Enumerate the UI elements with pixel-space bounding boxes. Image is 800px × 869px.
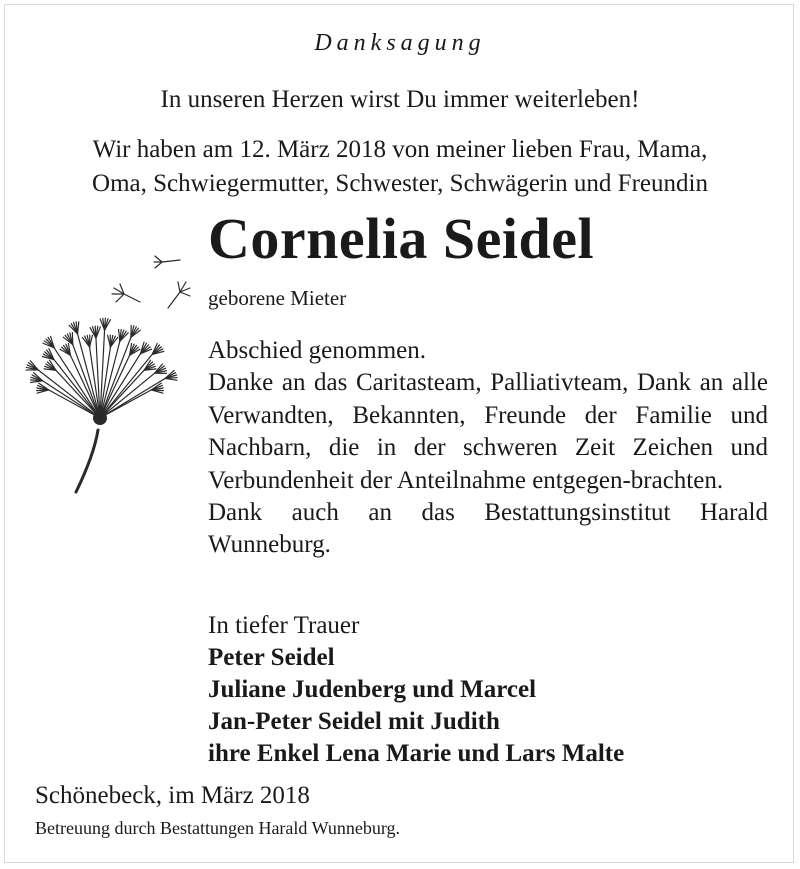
thanks-paragraph-2: Dank auch an das Bestattungsinstitut Harald Wunneburg.: [208, 499, 768, 559]
intro-line-1: Wir haben am 12. März 2018 von meiner lieben Frau, Mama,: [92, 136, 708, 163]
mourner-name: Peter Seidel: [208, 644, 335, 671]
mourner-name: ihre Enkel Lena Marie und Lars Malte: [208, 740, 625, 767]
farewell-line: Abschied genommen.: [208, 337, 427, 364]
notice-heading: Danksagung: [314, 30, 486, 56]
maiden-name: geborene Mieter: [208, 286, 347, 310]
mourner-name: Juliane Judenberg und Marcel: [208, 676, 537, 703]
deceased-name: Cornelia Seidel: [208, 206, 595, 271]
undertaker-credit: Betreuung durch Bestattungen Harald Wunneburg.: [35, 818, 401, 838]
intro-line-2: Oma, Schwiegermutter, Schwester, Schwägerin und Freundin: [92, 170, 708, 197]
tagline: In unseren Herzen wirst Du immer weiterleben!: [160, 86, 640, 113]
signers-block: [208, 610, 624, 770]
thanks-text: [208, 335, 768, 562]
mourner-name: Jan-Peter Seidel mit Judith: [208, 708, 500, 735]
thanks-paragraph-1: Danke an das Caritasteam, Palliativteam, Dank an alle Verwandten, Bekannten, Freunde der Familie und Nachbarn, die in der schweren Zeit Zeichen und Verbundenheit der Anteilnahme entgegen-brachten.: [208, 369, 768, 494]
mourning-line: In tiefer Trauer: [208, 612, 360, 639]
dandelion-icon: [20, 230, 210, 500]
place-date: Schönebeck, im März 2018: [35, 782, 310, 809]
